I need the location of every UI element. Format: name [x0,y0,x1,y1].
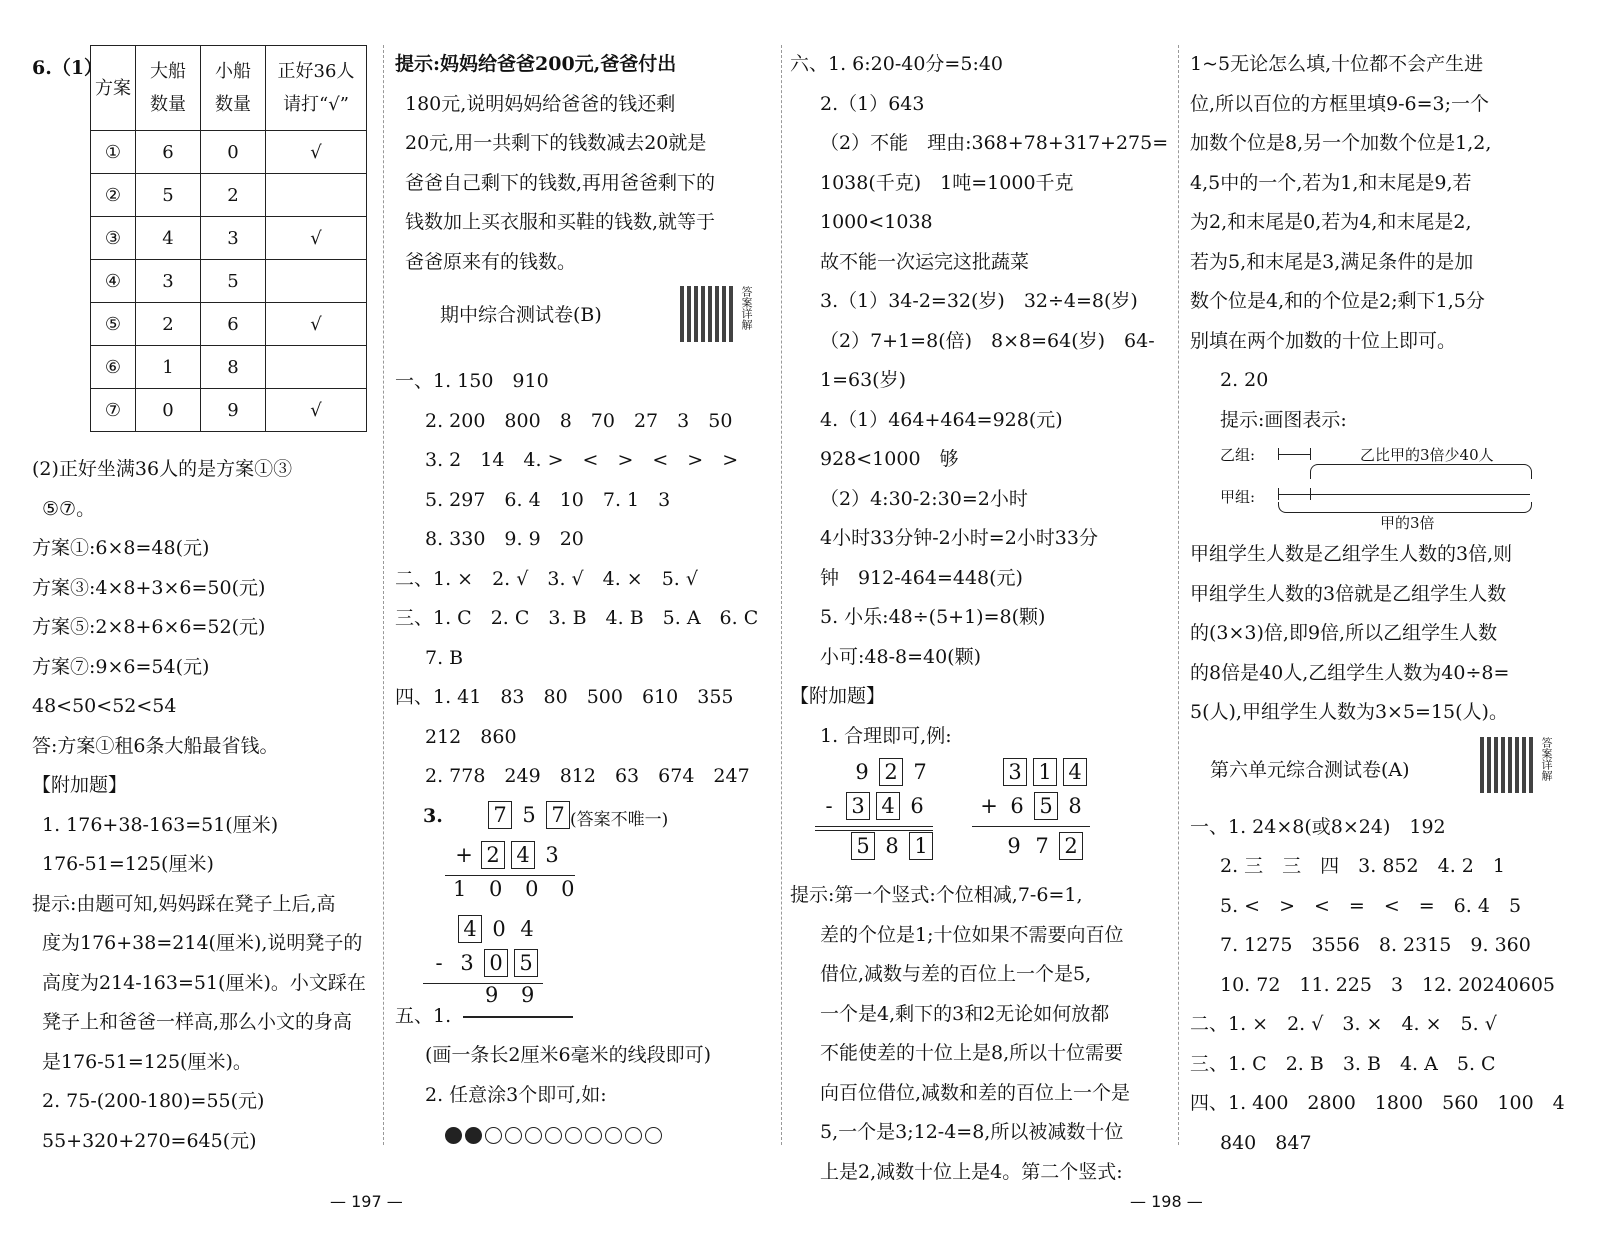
table-cell: 5 [201,260,266,303]
table-header: 大船 数量 [136,46,201,131]
dots-row [395,1115,775,1155]
table-cell: √ [266,217,367,260]
table-cell: ⑥ [91,346,136,389]
text-line: 钟 912-464=448(元) [820,566,1023,589]
empty-circle-icon [625,1127,642,1144]
calc1-result: 1 0 0 0 [453,876,583,901]
text-line: 1. 176+38-163=51(厘米) [42,813,279,836]
calc-digit: 8 [1068,794,1082,818]
table-cell: ② [91,174,136,217]
calc-digit: - [825,794,833,818]
table-row [91,389,367,432]
label-bottom: 甲的3倍 [1380,514,1435,532]
calc-digit: + [455,842,473,867]
empty-circle-icon [565,1127,582,1144]
text-line: 2. 200 800 8 70 27 3 50 [425,409,733,432]
calc-digit: 2 [1059,832,1083,860]
calc-digit: 5 [522,802,536,827]
text-line: 【附加题】 [32,774,128,796]
text-line: 1=63(岁) [820,369,907,391]
empty-circle-icon [485,1127,502,1144]
text-line: 5. 297 6. 4 10 7. 1 3 [425,488,671,511]
table-cell: ④ [91,260,136,303]
text-line: 2. 三 三 四 3. 852 4. 2 1 [1220,855,1505,877]
table-cell: 6 [201,303,266,346]
text-line: 差的个位是1;十位如果不需要向百位 [820,923,1124,946]
calc-digit: + [980,794,998,818]
calc2-result: 9 9 [485,982,543,1007]
table-row [91,174,367,217]
calc-digit: 4 [458,915,482,943]
column-3 [790,45,1175,1192]
text-line: （2）不能 理由:368+78+317+275= [820,132,1169,154]
text-line: （2）4:30-2:30=2小时 [820,487,1028,510]
calc-digit: 4 [520,916,534,941]
calc1-row1 [485,801,573,829]
five-label: 五、1. [395,1004,452,1027]
calc-digit: 2 [481,841,505,869]
five-q2: 2. 任意涂3个即可,如: [425,1083,607,1106]
empty-circle-icon [645,1127,662,1144]
text-line: 加数个位是8,另一个加数个位是1,2, [1190,132,1492,154]
text-line: 高度为214-163=51(厘米)。小文踩在 [42,971,366,994]
text-line: 二、1. × 2. √ 3. √ 4. × 5. √ [395,567,698,590]
table-row [91,131,367,174]
text-line: 四、1. 400 2800 1800 560 100 4 [1190,1092,1565,1114]
table-header: 方案 [91,46,136,131]
hint-six [790,876,1175,1192]
text-line: 5. < > < = < = 6. 4 5 [1220,894,1522,917]
text-line: 提示:第一个竖式:个位相减,7-6=1, [790,884,1083,906]
calc-digit: 9 [1007,834,1021,858]
column-divider [781,45,782,1145]
table-cell: ① [91,131,136,174]
calc-digit: 3 [460,950,474,975]
text-line: 4小时33分钟-2小时=2小时33分 [820,527,1098,549]
text-line: 度为176+38=214(厘米),说明凳子的 [42,932,363,954]
hint-text [395,45,775,282]
text-line: 凳子上和爸爸一样高,那么小文的身高 [42,1011,353,1033]
table-cell: ⑦ [91,389,136,432]
qr-label: 答案详解 [1540,736,1553,781]
calc-digit: 7 [913,760,927,784]
bonus-calcs [790,756,1175,876]
calc-digit: 0 [492,916,506,941]
text-line: 提示:妈妈给爸爸200元,爸爸付出 [395,53,677,75]
text-line: 小可:48-8=40(颗) [820,645,982,668]
table-cell [266,260,367,303]
text-line: 7. B [425,646,464,669]
calc-digit: 7 [1035,834,1049,858]
hint-continued [1190,45,1585,440]
calc-digit: 7 [546,801,570,829]
text-line: 钱数加上买衣服和买鞋的钱数,就等于 [405,211,716,233]
answers-b [395,362,775,797]
text-line: 一个是4,剩下的3和2无论如何放都 [820,1002,1110,1025]
text-line: 爸爸自己剩下的钱数,再用爸爸剩下的 [405,171,716,194]
table-cell: 5 [136,174,201,217]
calc1-row2 [450,841,566,869]
calc2-row2 [425,949,541,977]
calc-digit: 4 [511,841,535,869]
text-line: 甲组学生人数的3倍就是乙组学生人数 [1190,582,1507,605]
text-line: 借位,减数与差的百位上一个是5, [820,963,1092,985]
text-line: 的(3×3)倍,即9倍,所以乙组学生人数 [1190,622,1498,644]
table-cell: 8 [201,346,266,389]
text-line: 四、1. 41 83 80 500 610 355 [395,686,734,708]
text-line: 10. 72 11. 225 3 12. 20240605 [1220,973,1556,996]
text-line: 2. 75-(200-180)=55(元) [42,1090,265,1112]
text-line: (2)正好坐满36人的是方案①③ [32,458,293,480]
calc-digit: 0 [484,949,508,977]
table-cell: √ [266,389,367,432]
text-line: 若为5,和末尾是3,满足条件的是加 [1190,250,1474,273]
text-line: 5(人),甲组学生人数为3×5=15(人)。 [1190,701,1508,723]
calc-digit: 8 [885,834,899,858]
text-line: 别填在两个加数的十位上即可。 [1190,329,1457,352]
text-line: 二、1. × 2. √ 3. × 4. × 5. √ [1190,1013,1497,1035]
table-cell: 9 [201,389,266,432]
q3-label: 3. [423,804,443,827]
column-2 [395,45,775,1155]
text-line: 1000<1038 [820,211,933,233]
table-row [91,346,367,389]
text-line: 55+320+270=645(元) [42,1129,257,1152]
text-line: 一、1. 150 910 [395,370,549,392]
column-divider [383,45,384,1145]
text-line: 方案③:4×8+3×6=50(元) [32,576,266,599]
text-line: 故不能一次运完这批蔬菜 [820,250,1030,273]
qr-label: 答案详解 [740,286,753,330]
table-cell: 3 [136,260,201,303]
text-line: 数个位是4,和的个位是2;剩下1,5分 [1190,290,1485,312]
text-line: 1. 合理即可,例: [820,724,952,747]
text-line: 48<50<52<54 [32,695,177,717]
text-line: 212 860 [425,725,517,748]
column-1 [32,45,377,1161]
empty-circle-icon [545,1127,562,1144]
table-cell: √ [266,131,367,174]
text-line: 一、1. 24×8(或8×24) 192 [1190,815,1446,838]
calc-digit: 4 [876,792,900,820]
calc-digit: 2 [879,758,903,786]
calc-digit: 5 [514,949,538,977]
text-line: 方案①:6×8=48(元) [32,537,210,559]
table-cell: ③ [91,217,136,260]
text-line: 向百位借位,减数和差的百位上一个是 [820,1081,1131,1104]
text-line: 176-51=125(厘米) [42,853,214,875]
text-line: 2. 778 249 812 63 674 247 [425,765,750,787]
qr-code-icon [1480,737,1536,793]
text-line: 【附加题】 [790,685,886,707]
empty-circle-icon [505,1127,522,1144]
text-line: 方案⑤:2×8+6×6=52(元) [32,616,266,638]
empty-circle-icon [585,1127,602,1144]
text-line: 甲组学生人数是乙组学生人数的3倍,则 [1190,543,1513,565]
table-label: 6.（1） [32,57,104,79]
diagram-explanation [1190,535,1585,733]
answers-six [790,45,1175,756]
line-segment [463,1016,573,1018]
table-header: 正好36人 请打“√” [266,46,367,131]
calc-digit: 5 [851,832,875,860]
text-line: 2.（1）643 [820,92,925,115]
table-row [91,217,367,260]
calc-digit: 3 [1003,758,1027,786]
section-title-six: 第六单元综合测试卷(A) [1210,758,1410,781]
text-line: 的8倍是40人,乙组学生人数为40÷8= [1190,661,1510,684]
text-line: 5. 小乐:48÷(5+1)=8(颗) [820,606,1046,628]
text-line: 三、1. C 2. C 3. B 4. B 5. A 6. C [395,607,759,629]
column-4 [1190,45,1585,1163]
label-top: 乙比甲的3倍少40人 [1360,446,1494,464]
q3-note: (答案不唯一) [570,809,669,830]
col1-text [32,450,377,1161]
five-note: (画一条长2厘米6毫米的线段即可) [425,1044,712,1066]
calc-digit: 6 [910,794,924,818]
text-line: 是176-51=125(厘米)。 [42,1050,252,1073]
empty-circle-icon [605,1127,622,1144]
table-cell [266,346,367,389]
calc-digit: 1 [909,832,933,860]
calc-digit: 5 [1034,792,1058,820]
text-line: 7. 1275 3556 8. 2315 9. 360 [1220,934,1531,956]
text-line: 8. 330 9. 9 20 [425,528,584,550]
table-cell: 3 [201,217,266,260]
text-line: 1~5无论怎么填,十位都不会产生进 [1190,53,1484,75]
text-line: 840 847 [1220,1131,1312,1154]
table-row [91,260,367,303]
text-line: 上是2,减数十位上是4。第二个竖式: [820,1160,1123,1183]
text-line: 4,5中的一个,若为1,和末尾是9,若 [1190,171,1472,194]
table-header: 小船 数量 [201,46,266,131]
table-cell: 2 [136,303,201,346]
text-line: 928<1000 够 [820,448,959,470]
text-line: 180元,说明妈妈给爸爸的钱还剩 [405,92,676,115]
text-line: 不能使差的十位上是8,所以十位需要 [820,1042,1124,1064]
text-line: 20元,用一共剩下的钱数减去20就是 [405,132,707,154]
section-title-b: 期中综合测试卷(B) [440,304,602,326]
text-line: 提示:由题可知,妈妈踩在凳子上后,高 [32,892,336,915]
text-line: 位,所以百位的方框里填9-6=3;一个 [1190,92,1490,115]
column-divider [1178,45,1179,1145]
text-line: 1038(千克) 1吨=1000千克 [820,171,1074,194]
filled-circle-icon [445,1127,462,1144]
watermark-logo [1390,1100,1560,1210]
table-row [91,303,367,346]
text-line: 提示:画图表示: [1220,408,1347,431]
calc-digit: 4 [1063,758,1087,786]
table-cell: ⑤ [91,303,136,346]
calc-digit: 6 [1010,794,1024,818]
calc-digit: 9 [855,760,869,784]
calc-digit: 3 [846,792,870,820]
vertical-calcs [395,797,775,1007]
table-cell: 1 [136,346,201,389]
calc-digit: 1 [1033,758,1057,786]
text-line: 三、1. C 2. B 3. B 4. A 5. C [1190,1052,1496,1075]
filled-circle-icon [465,1127,482,1144]
label-jia: 甲组: [1220,488,1256,506]
label-yi: 乙组: [1220,446,1256,464]
text-line: ⑤⑦。 [42,497,96,520]
bar-diagram [1190,440,1585,535]
qr-code-icon [680,286,736,342]
calc-digit: 3 [545,842,559,867]
text-line: 5,一个是3;12-4=8,所以被减数十位 [820,1121,1124,1143]
text-line: 六、1. 6:20-40分=5:40 [790,53,1004,75]
text-line: 2. 20 [1220,369,1269,391]
table-cell: √ [266,303,367,346]
table-cell: 4 [136,217,201,260]
text-line: 4.（1）464+464=928(元) [820,408,1063,431]
table-cell: 0 [201,131,266,174]
calc-digit: - [435,950,443,975]
calc2-row1 [455,915,541,943]
text-line: 爸爸原来有的钱数。 [405,250,577,273]
table-cell: 2 [201,174,266,217]
text-line: 3. 2 14 4. > < > < > > [425,449,739,471]
text-line: （2）7+1=8(倍) 8×8=64(岁) 64- [820,329,1155,352]
plan-table [90,45,367,432]
text-line: 答:方案①租6条大船最省钱。 [32,734,279,757]
table-cell [266,174,367,217]
page-number-197: — 197 — [330,1192,403,1211]
table-cell: 0 [136,389,201,432]
text-line: 为2,和末尾是0,若为4,和末尾是2, [1190,211,1472,233]
calc-digit: 7 [488,801,512,829]
text-line: 方案⑦:9×6=54(元) [32,655,210,678]
page-number-198: — 198 — [1130,1192,1203,1211]
empty-circle-icon [525,1127,542,1144]
table-cell: 6 [136,131,201,174]
text-line: 3.（1）34-2=32(岁) 32÷4=8(岁) [820,290,1138,312]
